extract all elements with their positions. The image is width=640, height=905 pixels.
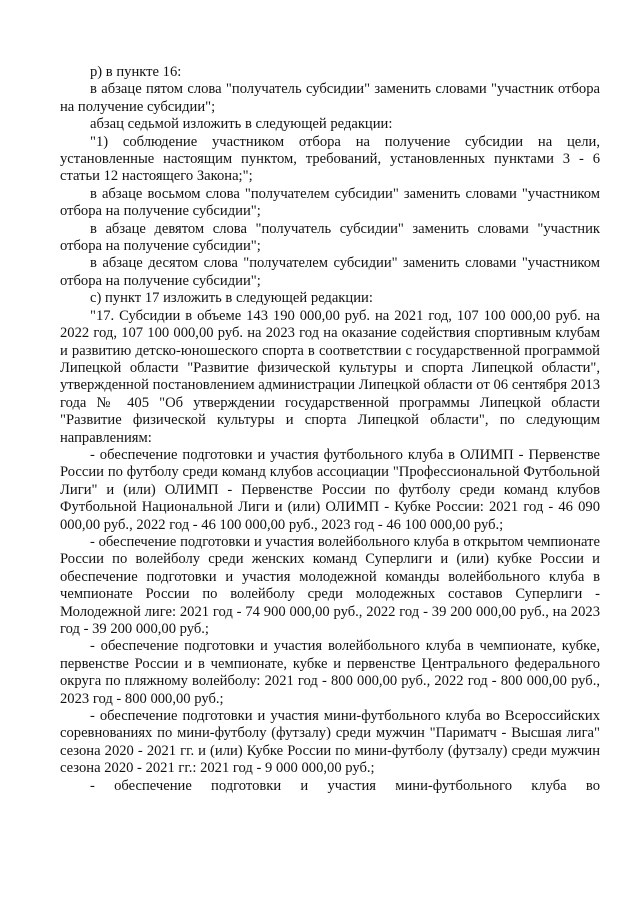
paragraph-beach-volleyball: - обеспечение подготовки и участия волейбольного клуба в чемпионате, кубке, первенстве России и в чемпионате, кубке и первенстве Центрального федерального округа по пляжному волейболу: 2021 год - 800 000,00 руб., 2022 год - 800 000,00 руб., 2023 год - 800 000,00 руб.; [60,638,600,707]
paragraph-item-7-intro: абзац седьмой изложить в следующей редакции: [90,116,393,133]
paragraph-volleyball-club: - обеспечение подготовки и участия волейбольного клуба в открытом чемпионате России по волейболу среди женских команд Суперлиги и (или) кубке России и обеспечение подготовки и участия молодежной команды волейбольного клуба в чемпионате России по волейболу среди молодежных составов Суперлиги - Молодежной лиге: 2021 год - 74 900 000,00 руб., 2022 год - 39 200 000,00 руб., на 2023 год - 39 200 000,00 руб.; [60,533,600,637]
paragraph-item-9: в абзаце девятом слова "получатель субсидии" заменить словами "участник отбора на получение субсидии"; [60,220,600,255]
paragraph-item-7-text: "1) соблюдение участником отбора на получение субсидии на цели, установленные настоящим пунктом, требований, установленных пунктами 3 - 6 статьи 12 настоящего Закона;"; [60,133,600,185]
paragraph-futsal-club: - обеспечение подготовки и участия мини-футбольного клуба во Всероссийских соревнованиях по мини-футболу (футзалу) среди мужчин "Париматч - Высшая лига" сезона 2020 - 2021 гг. и (или) Кубке России по мини-футболу (футзалу) среди мужчин сезона 2020 - 2021 гг.: 2021 год - 9 000 000,00 руб.; [60,708,600,777]
paragraph-item-5: в абзаце пятом слова "получатель субсидии" заменить словами "участник отбора на получение субсидии"; [60,81,600,115]
paragraph-futsal-club-continued: - обеспечение подготовки и участия мини-футбольного клуба во [90,777,600,794]
document-page [60,64,600,795]
paragraph-item-s: с) пункт 17 изложить в следующей редакции: [90,290,373,307]
paragraph-item-8: в абзаце восьмом слова "получателем субсидии" заменить словами "участником отбора на получение субсидии"; [60,185,600,220]
paragraph-football-club: - обеспечение подготовки и участия футбольного клуба в ОЛИМП - Первенстве России по футболу среди команд клубов ассоциации "Профессиональной Футбольной Лиги" и (или) ОЛИМП - Первенстве России по футболу среди команд клубов Футбольной Национальной Лиги и (или) ОЛИМП - Кубке России: 2021 год - 46 090 000,00 руб., 2022 год - 46 100 000,00 руб., 2023 год - 46 100 000,00 руб.; [60,446,600,533]
paragraph-item-10: в абзаце десятом слова "получателем субсидии" заменить словами "участником отбора на получение субсидии"; [60,255,600,289]
paragraph-point-17: "17. Субсидии в объеме 143 190 000,00 руб. на 2021 год, 107 100 000,00 руб. на 2022 год, 107 100 000,00 руб. на 2023 год на оказание содействия спортивным клубам и развитию детско-юношеского спорта в соответствии с государственной программой Липецкой области "Развитие физической культуры и спорта Липецкой области", утвержденной постановлением администрации Липецкой области от 06 сентября 2013 года № 405 "Об утверждении государственной программы Липецкой области "Развитие физической культуры и спорта Липецкой области", по следующим направлениям: [60,307,600,446]
paragraph-item-r: р) в пункте 16: [90,64,182,80]
